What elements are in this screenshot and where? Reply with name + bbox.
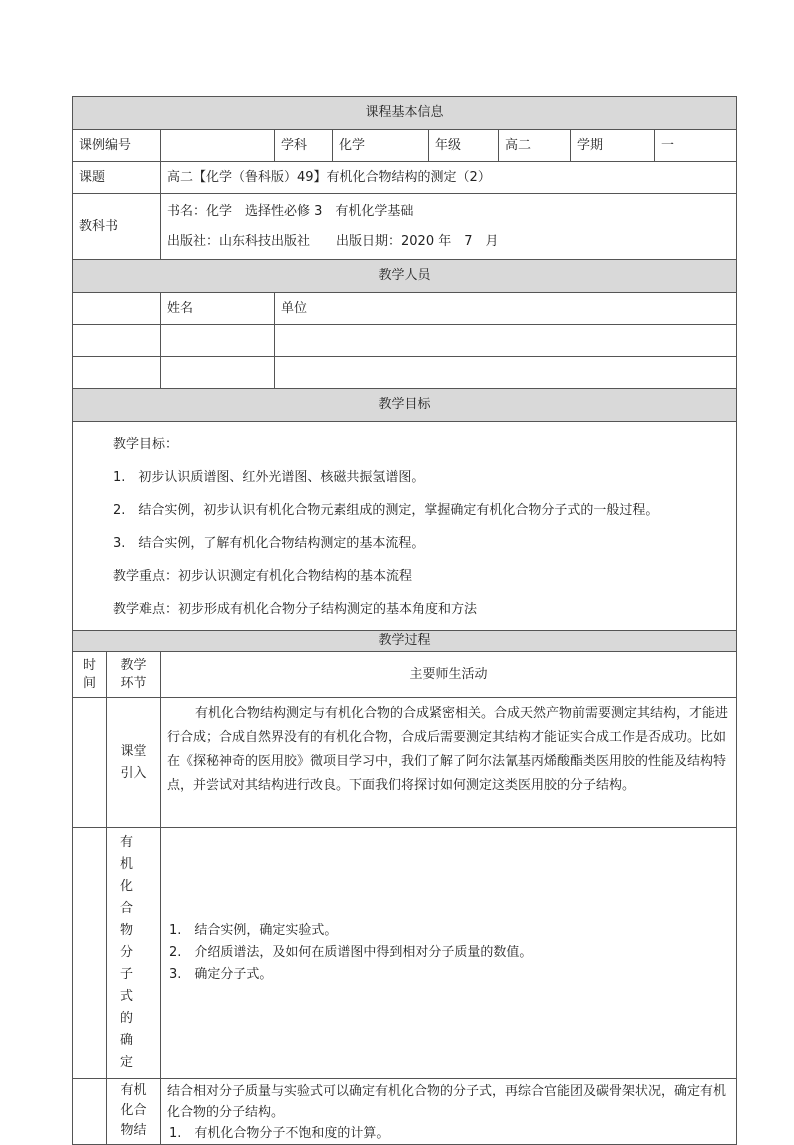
teacher-row-cell bbox=[73, 357, 161, 389]
section-header-process: 教学过程 bbox=[73, 631, 737, 652]
grade-value: 高二 bbox=[499, 130, 571, 162]
grade-label: 年级 bbox=[429, 130, 499, 162]
lesson-plan-document bbox=[72, 96, 736, 1145]
case-number-value bbox=[161, 130, 275, 162]
stage-header-line: 教学 bbox=[120, 657, 147, 673]
stage-line: 有机 bbox=[119, 835, 147, 872]
stage-column-header bbox=[107, 652, 161, 698]
activity-cell-intro bbox=[161, 698, 737, 828]
stage-cell-structure bbox=[107, 1079, 161, 1145]
teacher-row bbox=[73, 357, 737, 389]
time-header-line: 间 bbox=[82, 675, 96, 691]
textbook-label: 教科书 bbox=[73, 194, 161, 260]
difficulty-point: 教学难点：初步形成有机化合物分子结构测定的基本角度和方法 bbox=[113, 602, 478, 617]
time-cell bbox=[73, 828, 107, 1079]
stage-line: 定 bbox=[119, 1055, 147, 1070]
goal-item: 2. 结合实例，初步认识有机化合物元素组成的测定，掌握确定有机化合物分子式的一般过程。 bbox=[113, 503, 659, 518]
section-header-goals: 教学目标 bbox=[73, 389, 737, 422]
stage-cell-formula bbox=[107, 828, 161, 1079]
subject-value: 化学 bbox=[333, 130, 429, 162]
teacher-name-cell bbox=[161, 325, 275, 357]
teacher-row-cell bbox=[73, 325, 161, 357]
activity-column-header: 主要师生活动 bbox=[161, 652, 737, 698]
time-header-line: 时 bbox=[82, 657, 96, 673]
stage-line: 化合 bbox=[119, 879, 147, 916]
teacher-name-cell bbox=[161, 357, 275, 389]
teacher-blank-cell bbox=[73, 293, 161, 325]
stage-line: 化合 bbox=[120, 1103, 147, 1118]
case-number-label: 课例编号 bbox=[73, 130, 161, 162]
activity-list-item: 1. 有机化合物分子不饱和度的计算。 bbox=[169, 1126, 390, 1141]
time-cell bbox=[73, 698, 107, 828]
structure-paragraph: 结合相对分子质量与实验式可以确定有机化合物的分子式，再综合官能团及碳骨架状况，确定有机化合物的分子结构。 bbox=[167, 1084, 727, 1120]
teacher-name-header: 姓名 bbox=[161, 293, 275, 325]
teacher-row bbox=[73, 325, 737, 357]
stage-line: 的确 bbox=[119, 1011, 147, 1048]
key-point: 教学重点：初步认识测定有机化合物结构的基本流程 bbox=[113, 569, 413, 584]
subject-label: 学科 bbox=[275, 130, 333, 162]
stage-line: 有机 bbox=[120, 1083, 147, 1098]
teacher-unit-header: 单位 bbox=[275, 293, 737, 325]
activity-list-item: 3. 确定分子式。 bbox=[169, 967, 273, 982]
goals-cell bbox=[73, 422, 737, 631]
lesson-plan-table bbox=[72, 96, 737, 1145]
stage-line: 引入 bbox=[120, 765, 147, 781]
topic-label: 课题 bbox=[73, 162, 161, 194]
textbook-title: 书名：化学 选择性必修 3 有机化学基础 bbox=[167, 203, 414, 219]
term-value: 一 bbox=[655, 130, 737, 162]
teacher-unit-cell bbox=[275, 325, 737, 357]
time-cell bbox=[73, 1079, 107, 1145]
goal-item: 3. 结合实例，了解有机化合物结构测定的基本流程。 bbox=[113, 536, 425, 551]
activity-list-item: 1. 结合实例，确定实验式。 bbox=[169, 923, 338, 938]
stage-header-line: 环节 bbox=[120, 675, 147, 691]
activity-list-item: 2. 介绍质谱法，及如何在质谱图中得到相对分子质量的数值。 bbox=[169, 945, 533, 960]
activity-cell-structure bbox=[161, 1079, 737, 1145]
activity-cell-formula bbox=[161, 828, 737, 1079]
goals-intro: 教学目标： bbox=[113, 437, 179, 452]
textbook-info bbox=[161, 194, 737, 260]
stage-line: 课堂 bbox=[120, 743, 147, 759]
term-label: 学期 bbox=[571, 130, 655, 162]
section-header-teachers: 教学人员 bbox=[73, 260, 737, 293]
teacher-unit-cell bbox=[275, 357, 737, 389]
goal-item: 1. 初步认识质谱图、红外光谱图、核磁共振氢谱图。 bbox=[113, 470, 425, 485]
stage-line: 子式 bbox=[119, 967, 147, 1004]
textbook-publisher: 出版社：山东科技出版社 出版日期：2020 年 7 月 bbox=[167, 233, 499, 249]
section-header-basic-info: 课程基本信息 bbox=[73, 97, 737, 130]
stage-line: 物结 bbox=[120, 1123, 147, 1138]
topic-value: 高二【化学（鲁科版）49】有机化合物结构的测定（2） bbox=[161, 162, 737, 194]
time-column-header bbox=[73, 652, 107, 698]
stage-cell-intro bbox=[107, 698, 161, 828]
stage-line: 物分 bbox=[119, 923, 147, 960]
intro-paragraph: 有机化合物结构测定与有机化合物的合成紧密相关。合成天然产物前需要测定其结构，才能进行合成；合成自然界没有的有机化合物，合成后需要测定其结构才能证实合成工作是否成功。比如在《探秘神奇的医用胶》微项目学习中，我们了解了阿尔法氰基丙烯酸酯类医用胶的性能及结构特点，并尝试对其结构进行改良。下面我们将探讨如何测定这类医用胶的分子结构。 bbox=[167, 706, 729, 793]
